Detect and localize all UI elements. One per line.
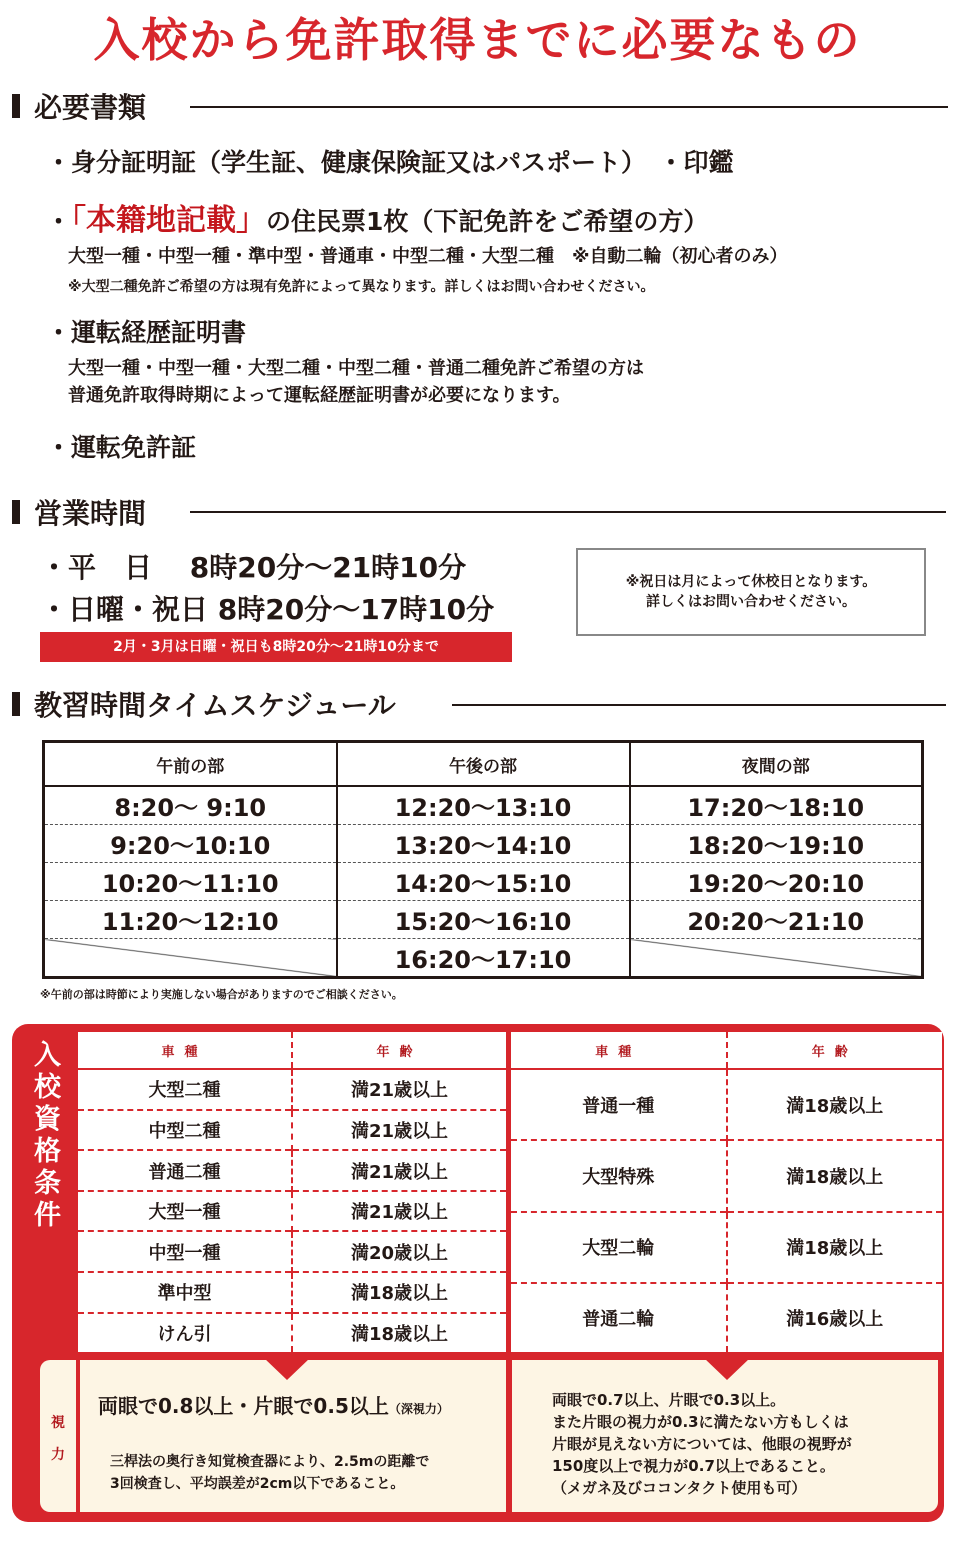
heading-bar-icon xyxy=(12,692,20,716)
schedule-cell: 13:20～14:10 xyxy=(337,825,630,863)
doc-item-id: ・身分証明証（学生証、健康保険証又はパスポート） ・印鑑 xyxy=(46,148,734,177)
table-row: 大型特殊 満18歳以上 xyxy=(511,1140,942,1211)
schedule-col-morning: 午前の部 xyxy=(44,742,337,787)
table-row: 普通一種 満18歳以上 xyxy=(511,1069,942,1140)
table-row: 大型二種 満21歳以上 xyxy=(78,1069,506,1110)
divider xyxy=(452,704,946,706)
hours-holiday: ・日曜・祝日 8時20分～17時10分 xyxy=(40,593,495,626)
qualification-table-left xyxy=(78,1032,506,1352)
hours-heading: 営業時間 xyxy=(12,494,146,530)
heading-bar-icon xyxy=(12,94,20,118)
schedule-cell: 14:20～15:10 xyxy=(337,863,630,901)
vision-standard-line3: 片眼が見えない方については、他眼の視野が xyxy=(552,1435,852,1453)
table-row: 普通二輪 満16歳以上 xyxy=(511,1283,942,1352)
doc-item-residence: ・「本籍地記載」の住民票1枚（下記免許をご希望の方） xyxy=(46,203,709,238)
col-age: 年齢 xyxy=(292,1032,506,1069)
documents-heading: 必要書類 xyxy=(12,88,146,124)
vision-standard-line4: 150度以上で視力が0.7以上であること。 xyxy=(552,1457,835,1475)
doc-item-residence-sub: 大型一種・中型一種・準中型・普通車・中型二種・大型二種 ※自動二輪（初心者のみ） xyxy=(68,246,788,267)
schedule-cell: 15:20～16:10 xyxy=(337,901,630,939)
schedule-heading: 教習時間タイムスケジュール xyxy=(12,686,396,722)
schedule-cell: 9:20～10:10 xyxy=(44,825,337,863)
schedule-cell: 10:20～11:10 xyxy=(44,863,337,901)
vision-label-1: 視 xyxy=(51,1415,65,1431)
schedule-cell: 8:20～ 9:10 xyxy=(44,786,337,825)
divider xyxy=(190,106,948,108)
doc-item-license: ・運転免許証 xyxy=(46,433,197,462)
hours-note-box: ※祝日は月によって休校日となります。 詳しくはお問い合わせください。 xyxy=(576,548,926,636)
col-age: 年齢 xyxy=(727,1032,943,1069)
schedule-cell: 12:20～13:10 xyxy=(337,786,630,825)
vision-deep-box xyxy=(80,1360,506,1512)
doc-item-driving-record-sub1: 大型一種・中型一種・大型二種・中型二種・普通二種免許ご希望の方は xyxy=(68,358,644,379)
schedule-cell: 19:20～20:10 xyxy=(630,863,923,901)
vision-standard-line5: （メガネ及びココンタクト使用も可） xyxy=(552,1479,807,1497)
vision-deep-sub2: 3回検査し、平均誤差が2cm以下であること。 xyxy=(110,1476,405,1492)
page-title: 入校から免許取得までに必要なもの xyxy=(93,13,862,67)
schedule-note: ※午前の部は時節により実施しない場合がありますのでご相談ください。 xyxy=(40,988,403,1001)
table-row: 中型二種 満21歳以上 xyxy=(78,1110,506,1151)
doc-item-driving-record-sub2: 普通免許取得時期によって運転経歴証明書が必要になります。 xyxy=(68,385,571,406)
schedule-cell: 16:20～17:10 xyxy=(337,939,630,978)
table-row xyxy=(44,901,923,939)
schedule-cell: 11:20～12:10 xyxy=(44,901,337,939)
registered-domicile-emphasis: 「本籍地記載」 xyxy=(71,203,267,238)
table-row: けん引 満18歳以上 xyxy=(78,1313,506,1352)
heading-bar-icon xyxy=(12,500,20,524)
table-row: 大型二輪 満18歳以上 xyxy=(511,1212,942,1283)
arrow-down-icon xyxy=(704,1358,750,1382)
table-row: 中型一種 満20歳以上 xyxy=(78,1231,506,1272)
table-row: 普通二種 満21歳以上 xyxy=(78,1150,506,1191)
table-row xyxy=(44,863,923,901)
vision-deep-main: 両眼で0.8以上・片眼で0.5以上（深視力） xyxy=(98,1394,449,1418)
divider xyxy=(190,511,946,513)
schedule-cell: 18:20～19:10 xyxy=(630,825,923,863)
qualification-table-right xyxy=(511,1032,942,1352)
col-vehicle-type: 車種 xyxy=(511,1032,727,1069)
vision-standard-line1: 両眼で0.7以上、片眼で0.3以上。 xyxy=(552,1391,786,1409)
vision-label-box xyxy=(40,1360,76,1512)
schedule-cell-empty xyxy=(44,939,337,978)
schedule-cell: 17:20～18:10 xyxy=(630,786,923,825)
vision-standard-line2: また片眼の視力が0.3に満たない方もしくは xyxy=(552,1413,849,1431)
vision-deep-sub1: 三桿法の奥行き知覚検査器により、2.5mの距離で xyxy=(110,1454,430,1470)
hours-weekday: ・平 日 8時20分～21時10分 xyxy=(40,551,467,584)
schedule-col-afternoon: 午後の部 xyxy=(337,742,630,787)
qualification-table-area xyxy=(78,1032,942,1352)
schedule-cell-empty xyxy=(630,939,923,978)
vision-standard-box xyxy=(512,1360,938,1512)
table-row xyxy=(44,825,923,863)
col-vehicle-type: 車種 xyxy=(78,1032,292,1069)
schedule-cell: 20:20～21:10 xyxy=(630,901,923,939)
table-row xyxy=(44,786,923,825)
arrow-down-icon xyxy=(264,1358,310,1382)
qualification-vertical-label: 入校資格条件 xyxy=(34,1040,61,1231)
hours-band: 2月・3月は日曜・祝日も8時20分～21時10分まで xyxy=(40,632,512,662)
vision-label-2: 力 xyxy=(51,1447,65,1463)
table-row: 準中型 満18歳以上 xyxy=(78,1272,506,1313)
table-row xyxy=(44,939,923,978)
doc-item-driving-record: ・運転経歴証明書 xyxy=(46,318,247,347)
schedule-col-evening: 夜間の部 xyxy=(630,742,923,787)
schedule-table xyxy=(42,740,924,979)
table-row: 大型一種 満21歳以上 xyxy=(78,1191,506,1232)
doc-item-residence-note: ※大型二種免許ご希望の方は現有免許によって異なります。詳しくはお問い合わせください。 xyxy=(68,279,655,295)
